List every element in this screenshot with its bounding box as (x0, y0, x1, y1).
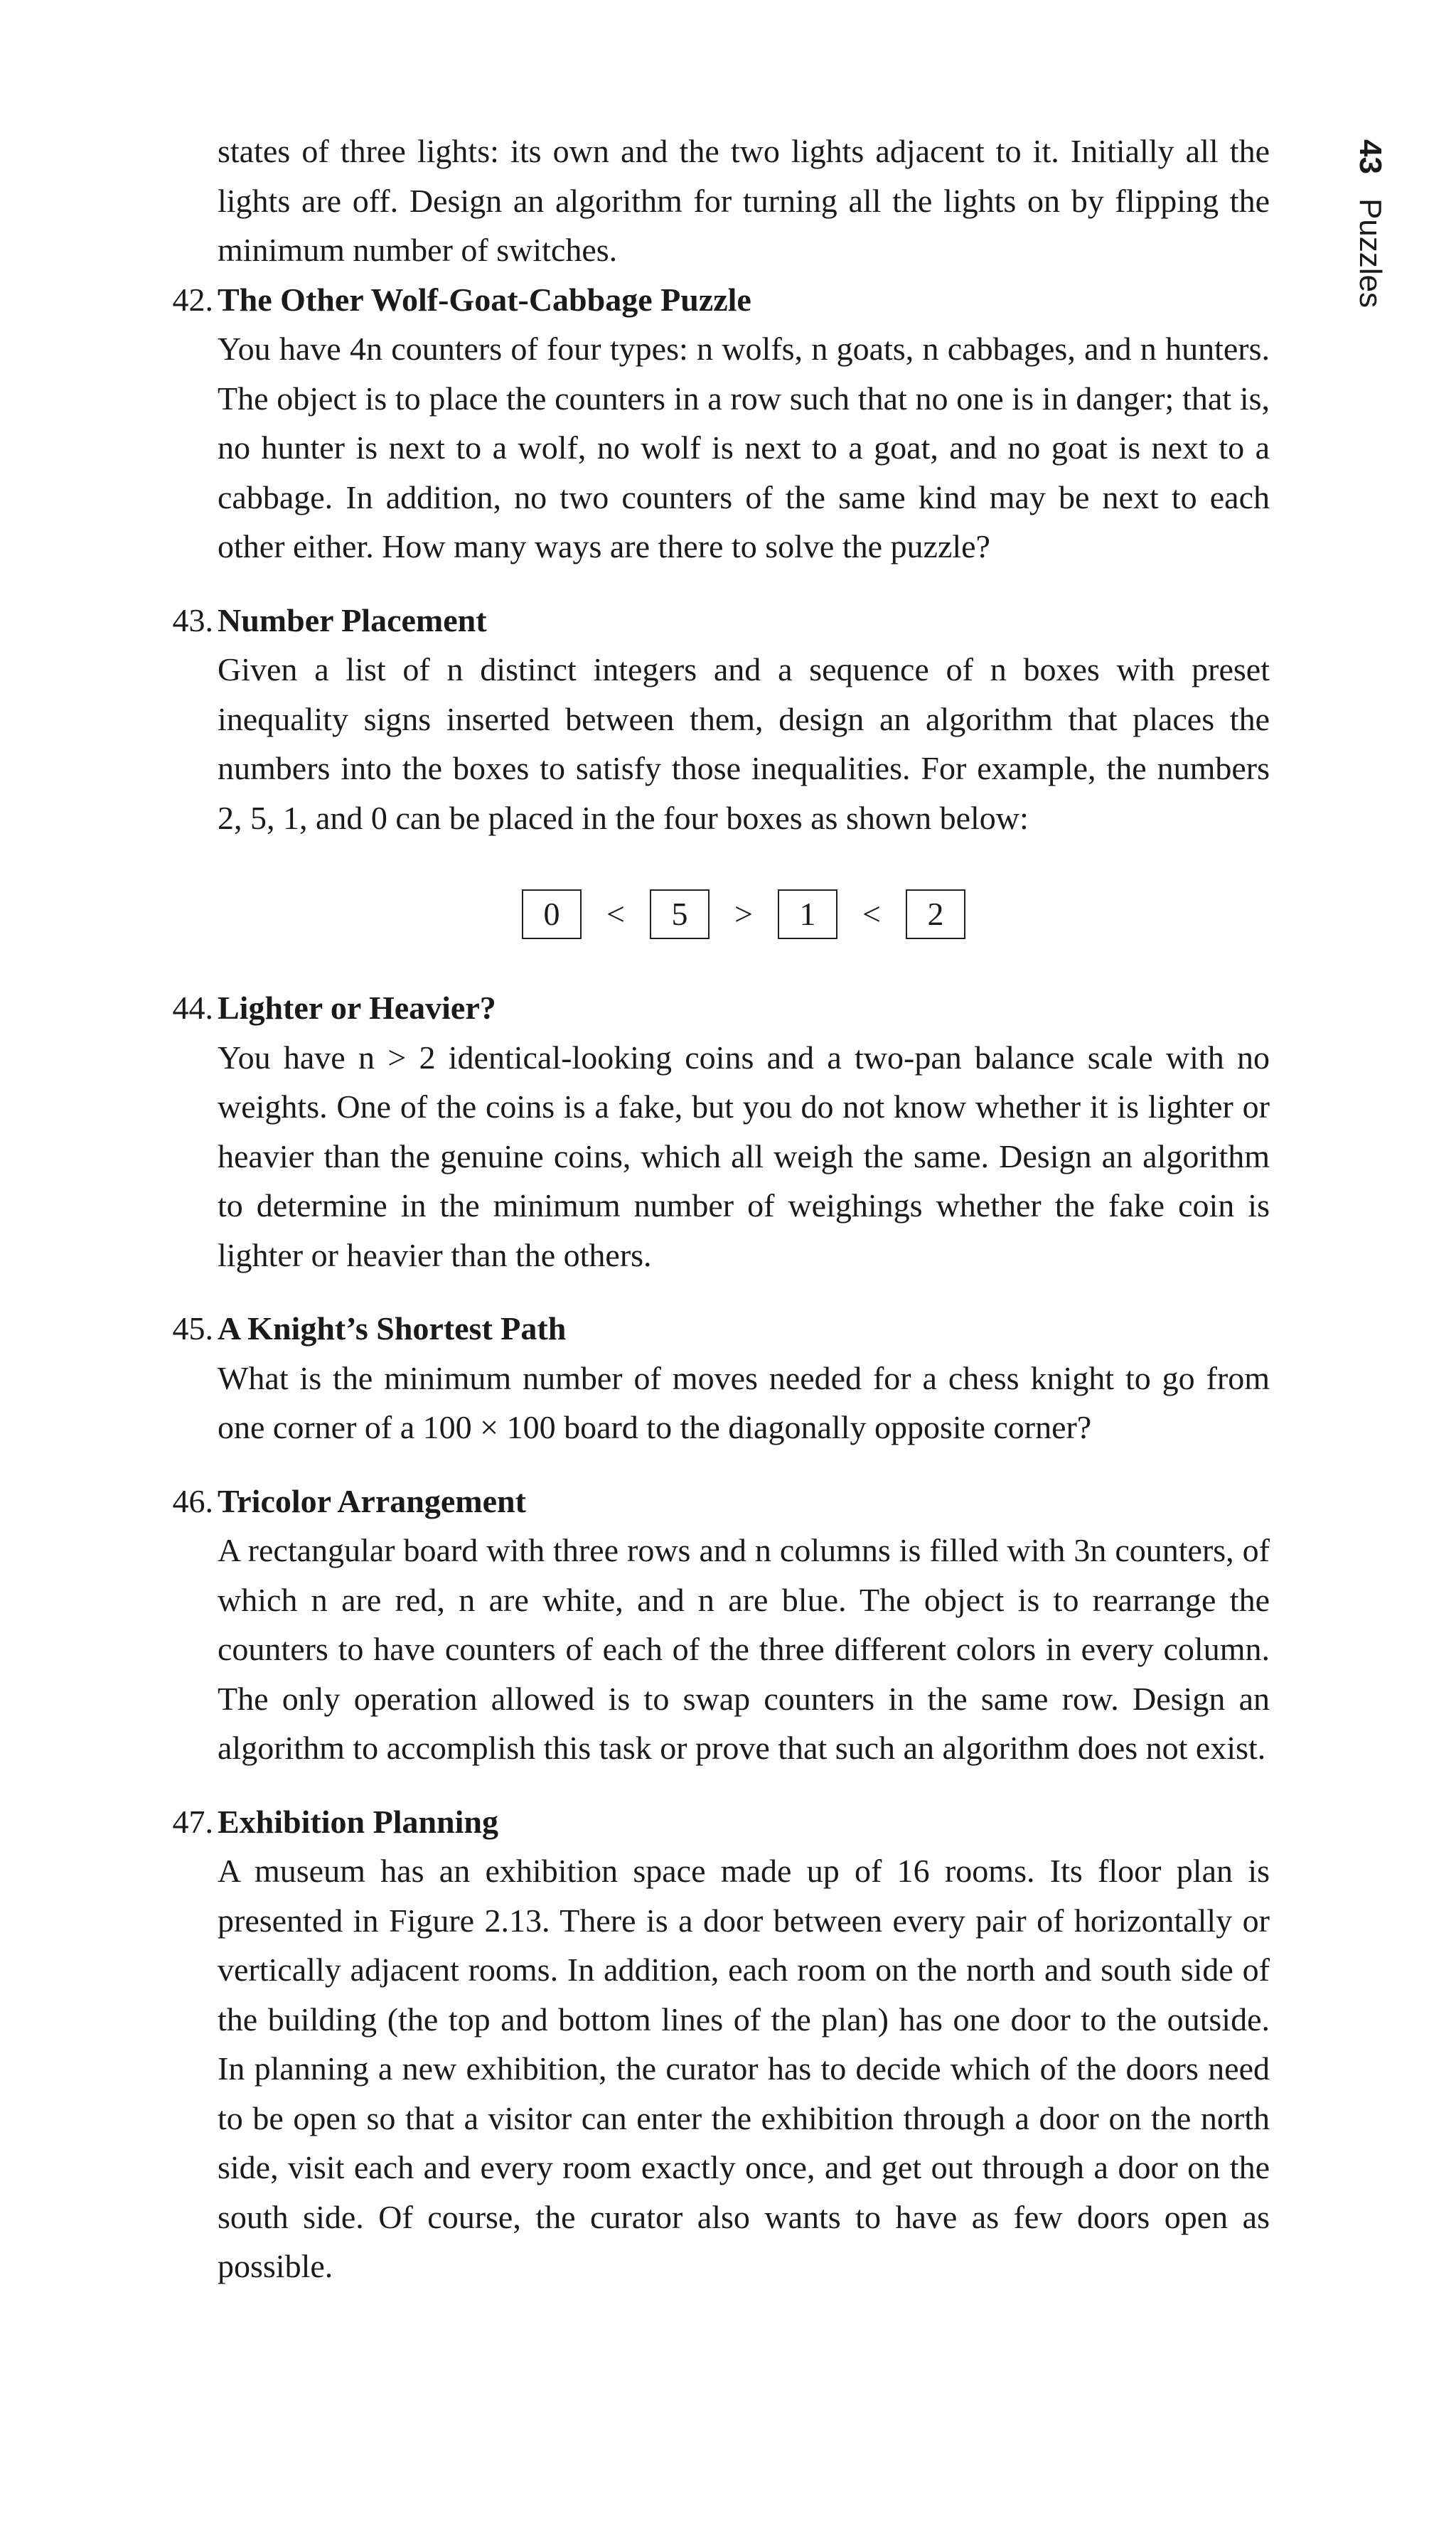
problem-text: Given a list of n distinct integers and a sequence of n boxes with preset inequality signs inserted between them, design an algorithm that places the numbers into the boxes to satisfy those inequalities. For example, the numbers 2, 5, 1, and 0 can be placed in the four boxes as shown below: (218, 651, 1270, 836)
inequality-sign: < (606, 896, 625, 933)
problem-text: What is the minimum number of moves needed for a chess knight to go from one corner of a 100 × 100 board to the diagonally opposite corner? (218, 1359, 1270, 1445)
problem-number: 44. (172, 990, 213, 1026)
intro-paragraph: states of three lights: its own and the two lights adjacent to it. Initially all the lights are off. Design an algorithm for turning all the lights on by flipping the minimum number of switches. (218, 133, 1270, 268)
inequality-sign: < (862, 896, 881, 933)
number-box: 0 (522, 889, 582, 939)
running-head (1352, 139, 1388, 308)
problem-title: The Other Wolf-Goat-Cabbage Puzzle (218, 281, 751, 318)
problem-42 (172, 275, 1270, 572)
problem-title: Exhibition Planning (218, 1803, 498, 1840)
section-title: Puzzles (1353, 198, 1388, 309)
problem-46 (172, 1477, 1270, 1773)
problem-text: You have 4n counters of four types: n wolfs, n goats, n cabbages, and n hunters. The object is to place the counters in a row such that no one is in danger; that is, no hunter is next to a wolf, no wolf is next to a goat, and no goat is next to a cabbage. In addition, no two counters of the same kind may be next to each other either. How many ways are there to solve the puzzle? (218, 331, 1270, 564)
problem-number: 47. (172, 1803, 213, 1840)
problem-text: A rectangular board with three rows and n columns is filled with 3n counters, of which n are red, n are white, and n are blue. The object is to rearrange the counters to have counters of each of the three different colors in every column. The only operation allowed is to swap counters in the same row. Design an algorithm to accomplish this task or prove that such an algorithm does not exist. (218, 1532, 1270, 1766)
number-box: 2 (906, 889, 965, 939)
problem-47 (172, 1797, 1270, 2291)
problem-number: 42. (172, 281, 213, 318)
problem-44 (172, 983, 1270, 1280)
number-box: 5 (650, 889, 710, 939)
problem-number: 45. (172, 1310, 213, 1347)
inequality-example (218, 888, 1270, 941)
problem-number: 46. (172, 1482, 213, 1519)
problem-number: 43. (172, 601, 213, 638)
problem-title: Tricolor Arrangement (218, 1482, 526, 1519)
problem-title: A Knight’s Shortest Path (218, 1310, 567, 1347)
problem-text: A museum has an exhibition space made up of 16 rooms. Its floor plan is presented in Figure 2.13. There is a door between every pair of horizontally or vertically adjacent rooms. In addition, each room on the north and south side of the building (the top and bottom lines of the plan) has one door to the outside. In planning a new exhibition, the curator has to decide which of the doors need to be open so that a visitor can enter the exhibition through a door on the north side, visit each and every room exactly once, and get out through a door on the south side. Of course, the curator also wants to have as few doors open as possible. (218, 1853, 1270, 2284)
page-number: 43 (1353, 139, 1388, 174)
problem-43 (172, 596, 1270, 843)
problem-text: You have n > 2 identical-looking coins and a two-pan balance scale with no weights. One of the coins is a fake, but you do not know whether it is lighter or heavier than the genuine coins, which all weigh the same. Design an algorithm to determine in the minimum number of weighings whether the fake coin is lighter or heavier than the others. (218, 1039, 1270, 1273)
main-text-column (172, 127, 1270, 2316)
inequality-sign: > (734, 896, 753, 933)
number-box: 1 (778, 889, 837, 939)
problem-title: Lighter or Heavier? (218, 990, 496, 1026)
problem-title: Number Placement (218, 601, 487, 638)
problem-45 (172, 1304, 1270, 1452)
